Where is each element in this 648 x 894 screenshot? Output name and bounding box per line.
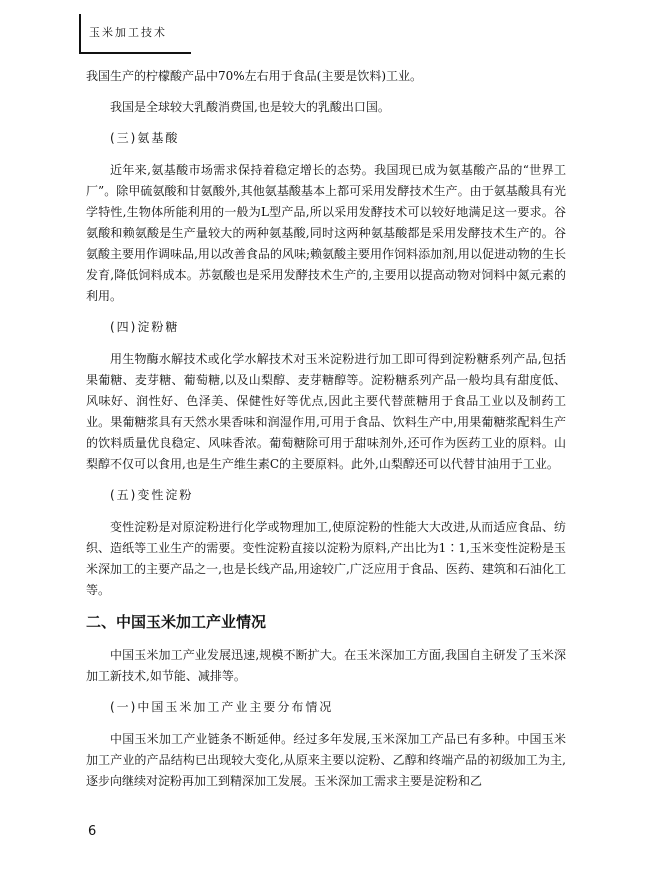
- heading-distribution: (一)中国玉米加工产业主要分布情况: [110, 700, 334, 714]
- paragraph-industry-chain: 中国玉米加工产业链条不断延伸。经过多年发展,玉米深加工产品已有多种。中国玉米加工产业的产品结构已出现较大变化,从原来主要以淀粉、乙醇和终端产品的初级加工为主,逐步向继续对淀粉再加工到精深加工发展。玉米深加工需求主要是淀粉和乙: [86, 732, 566, 788]
- running-head-title: 玉米加工技术: [89, 26, 167, 39]
- paragraph-citric-acid: 我国生产的柠檬酸产品中70%左右用于食品(主要是饮料)工业。: [86, 69, 423, 83]
- paragraph-lactic-acid: 我国是全球较大乳酸消费国,也是较大的乳酸出口国。: [110, 100, 390, 114]
- running-head: [79, 14, 205, 54]
- running-head-horizontal-rule: [79, 52, 191, 54]
- paragraph-amino-acid: 近年来,氨基酸市场需求保持着稳定增长的态势。我国现已成为氨基酸产品的“世界工厂”。除甲硫氨酸和甘氨酸外,其他氨基酸基本上都可采用发酵技术生产。由于氨基酸具有光学特性,生物体所能利用的一般为L型产品,所以采用发酵技术可以较好地满足这一要求。谷氨酸和赖氨酸是生产量较大的两种氨基酸,同时这两种氨基酸都是采用发酵技术生产的。谷氨酸主要用作调味品,用以改善食品的风味;赖氨酸主要用作饲料添加剂,用以促进动物的生长发育,降低饲料成本。苏氨酸也是采用发酵技术生产的,主要用以提高动物对饲料中氮元素的利用。: [86, 163, 566, 303]
- paragraph-starch-sugar: 用生物酶水解技术或化学水解技术对玉米淀粉进行加工即可得到淀粉糖系列产品,包括果葡糖、麦芽糖、葡萄糖,以及山梨醇、麦芽糖醇等。淀粉糖系列产品一般均具有甜度低、风味好、润性好、色泽美、保健性好等优点,因此主要代替蔗糖用于食品工业以及制药工业。果葡糖浆具有天然水果香味和润湿作用,可用于食品、饮料生产中,用果葡糖浆配料生产的饮料质量优良稳定、风味香浓。葡萄糖除可用于甜味剂外,还可作为医药工业的原料。山梨醇不仅可以食用,也是生产维生素C的主要原料。此外,山梨醇还可以代替甘油用于工业。: [86, 352, 566, 471]
- running-head-vertical-rule: [79, 14, 81, 54]
- heading-starch-sugar: (四)淀粉糖: [110, 320, 180, 334]
- heading-modified-starch: (五)变性淀粉: [110, 488, 194, 502]
- heading-amino-acid: (三)氨基酸: [110, 131, 180, 145]
- section-title-industry: 二、中国玉米加工产业情况: [86, 613, 267, 631]
- paragraph-industry-overview: 中国玉米加工产业发展迅速,规模不断扩大。在玉米深加工方面,我国自主研发了玉米深加工新技术,如节能、减排等。: [86, 648, 566, 683]
- paragraph-modified-starch: 变性淀粉是对原淀粉进行化学或物理加工,使原淀粉的性能大大改进,从而适应食品、纺织、造纸等工业生产的需要。变性淀粉直接以淀粉为原料,产出比为1∶1,玉米变性淀粉是玉米深加工的主要产品之一,也是长线产品,用途较广,广泛应用于食品、医药、建筑和石油化工等。: [86, 520, 566, 597]
- page-body: [86, 66, 566, 802]
- page-number: 6: [88, 824, 97, 839]
